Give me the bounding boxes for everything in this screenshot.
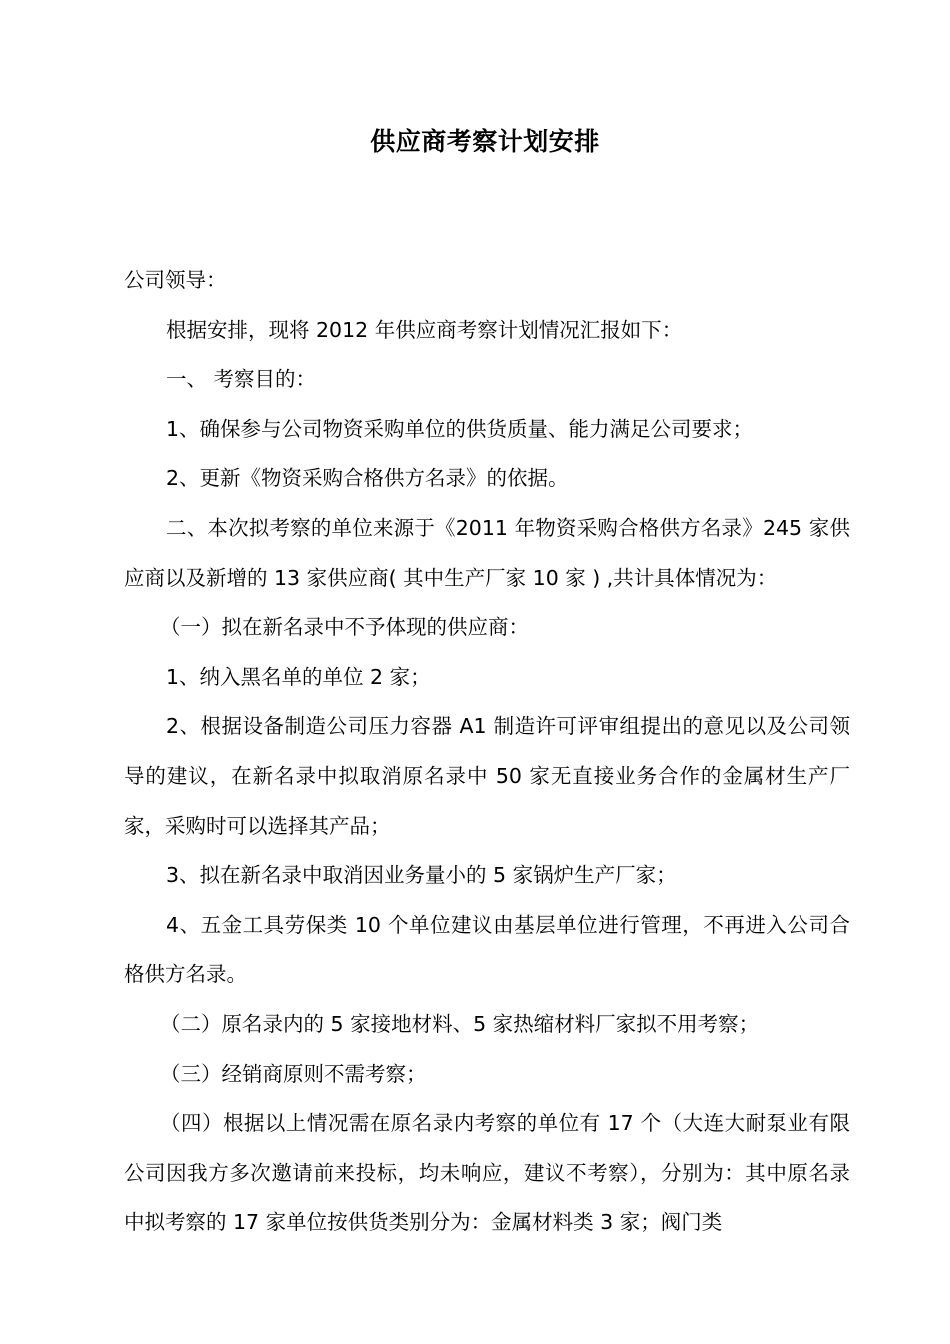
subsection-to-inspect: （四）根据以上情况需在原名录内考察的单位有 17 个（大连大耐泵业有限公司因我方多次邀请前来投标，均未响应，建议不考察），分别为：其中原名录中拟考察的 17 家单位按供货类别分为：金属材料类 3 家；阀门类 bbox=[124, 1111, 850, 1235]
excluded-item-4: 4、五金工具劳保类 10 个单位建议由基层单位进行管理，不再进入公司合格供方名录。 bbox=[124, 912, 850, 987]
section-heading-purpose: 一、 考察目的： bbox=[166, 367, 317, 392]
document-body bbox=[124, 256, 850, 1248]
document-title: 供应商考察计划安排 bbox=[370, 127, 600, 156]
subsection-distributors: （三）经销商原则不需考察； bbox=[160, 1061, 427, 1086]
excluded-item-1: 1、纳入黑名单的单位 2 家； bbox=[166, 664, 431, 689]
subsection-no-inspection: （二）原名录内的 5 家接地材料、5 家热缩材料厂家拟不用考察； bbox=[160, 1011, 760, 1036]
section-heading-source: 二、本次拟考察的单位来源于《2011 年物资采购合格供方名录》245 家供应商以及新增的 13 家供应商( 其中生产厂家 10 家 ) ,共计具体情况为： bbox=[124, 515, 850, 590]
purpose-item-2: 2、更新《物资采购合格供方名录》的依据。 bbox=[166, 466, 569, 491]
subsection-excluded: （一）拟在新名录中不予体现的供应商： bbox=[160, 615, 529, 640]
purpose-item-1: 1、确保参与公司物资采购单位的供货质量、能力满足公司要求； bbox=[166, 416, 754, 441]
salutation: 公司领导： bbox=[124, 268, 227, 292]
excluded-item-2: 2、根据设备制造公司压力容器 A1 制造许可评审组提出的意见以及公司领导的建议，在新名录中拟取消原名录中 50 家无直接业务合作的金属材生产厂家，采购时可以选择其产品； bbox=[124, 714, 850, 838]
excluded-item-3: 3、拟在新名录中取消因业务量小的 5 家锅炉生产厂家； bbox=[166, 863, 677, 888]
paragraph-intro: 根据安排，现将 2012 年供应商考察计划情况汇报如下： bbox=[166, 317, 683, 342]
